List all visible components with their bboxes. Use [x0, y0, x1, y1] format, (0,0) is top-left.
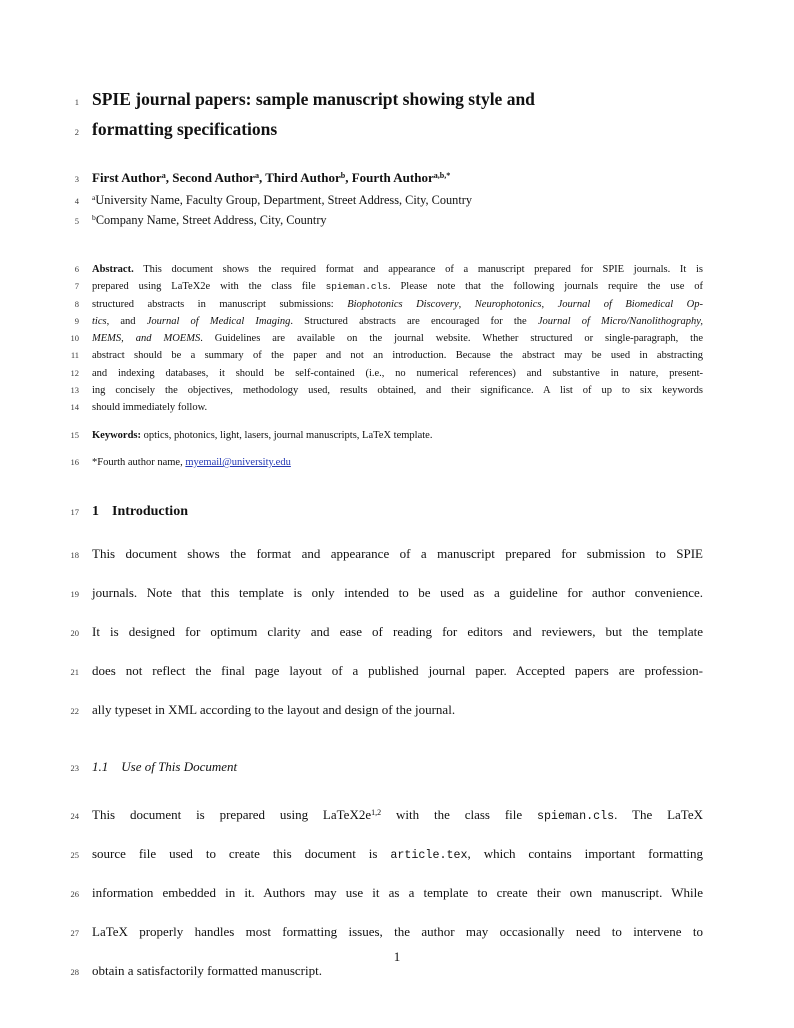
text-segment: and indexing databases, it should be self-contained (i.e., no numerical references) and substantive in nature, present- — [92, 367, 703, 379]
line-number: 12 — [70, 367, 79, 378]
email-link[interactable]: myemail@university.edu — [185, 456, 291, 468]
text-segment: Use of This Document — [121, 759, 238, 775]
manuscript-line — [59, 261, 703, 278]
text-segment: a — [161, 170, 166, 180]
manuscript-line — [59, 613, 703, 652]
manuscript-line — [59, 116, 703, 146]
text-segment: a — [92, 193, 96, 203]
line-number: 14 — [70, 402, 79, 413]
line-content — [92, 86, 703, 113]
manuscript-line — [59, 313, 703, 330]
manuscript-line — [59, 796, 703, 835]
manuscript-line — [59, 427, 703, 444]
text-segment: a,b,* — [433, 170, 451, 180]
text-segment: abstract should be a summary of the paper and not an introduction. Because the abstract may be used in abstracting — [92, 350, 703, 362]
text-segment: This document shows the format and appearance of a manuscript prepared for submission to SPIE — [92, 546, 703, 562]
text-segment: MEMS, and MOEMS — [92, 333, 201, 345]
text-segment: , Third Author — [258, 170, 341, 185]
line-number: 19 — [70, 589, 79, 600]
line-number: 5 — [74, 216, 79, 226]
manuscript-line — [59, 454, 703, 471]
text-segment: Journal of Micro/Nanolithography, — [537, 315, 704, 327]
block-title — [59, 86, 703, 146]
line-number: 11 — [70, 350, 79, 361]
manuscript-line — [59, 574, 703, 613]
line-number: 18 — [70, 550, 79, 561]
text-segment: spieman.cls — [537, 809, 615, 824]
line-content — [92, 262, 703, 278]
line-number: 22 — [70, 706, 79, 717]
line-content — [92, 574, 703, 611]
text-segment: spieman.cls — [325, 281, 388, 293]
line-content — [92, 400, 703, 416]
text-segment: Journal of Medical Imaging — [146, 315, 291, 327]
text-segment: 1,2 — [371, 808, 382, 818]
block-subsection-1-1-heading — [59, 756, 703, 779]
text-segment: This document is prepared using LaTeX2e — [92, 807, 372, 823]
line-content — [92, 874, 703, 911]
manuscript-line — [59, 691, 703, 730]
text-segment: formatting specifications — [92, 119, 278, 139]
line-number: 23 — [70, 763, 79, 774]
line-content — [92, 501, 703, 523]
line-content — [92, 383, 703, 399]
block-keywords — [59, 427, 703, 444]
manuscript-line — [59, 652, 703, 691]
line-number: 2 — [74, 127, 79, 137]
text-segment: , — [458, 298, 475, 310]
text-segment: . Please note that the following journals require the use of — [387, 281, 703, 293]
manuscript-line — [59, 191, 703, 211]
manuscript-line — [59, 399, 703, 416]
block-intro-paragraph — [59, 535, 703, 730]
text-segment: Neurophotonics — [474, 298, 542, 310]
line-number: 6 — [74, 264, 79, 274]
line-number: 1 — [74, 97, 79, 107]
line-content — [92, 835, 703, 874]
page-number: 1 — [393, 949, 401, 964]
manuscript-line — [59, 913, 703, 952]
manuscript-line — [59, 278, 703, 295]
text-segment: should immediately follow. — [92, 402, 208, 414]
manuscript-line — [59, 874, 703, 913]
line-number: 21 — [70, 667, 79, 678]
text-segment: LaTeX properly handles most formatting issues, the author may occasionally need to intervene to — [92, 924, 703, 940]
line-number: 15 — [70, 429, 79, 440]
line-content — [92, 652, 703, 689]
manuscript-line — [59, 756, 703, 779]
text-segment: Company Name, Street Address, City, Country — [95, 213, 327, 227]
line-number: 16 — [70, 456, 79, 467]
line-content — [92, 756, 703, 778]
block-corresponding-author — [59, 454, 703, 471]
text-segment: First Author — [92, 170, 162, 185]
line-number: 20 — [70, 628, 79, 639]
line-number: 24 — [70, 811, 79, 822]
line-content — [92, 331, 703, 347]
line-content — [92, 613, 703, 650]
text-segment: b — [92, 213, 96, 223]
text-segment: University Name, Faculty Group, Department, Street Address, City, Country — [95, 193, 472, 207]
manuscript-line — [59, 365, 703, 382]
manuscript-line — [59, 296, 703, 313]
manuscript-line — [59, 501, 703, 523]
document-body — [59, 86, 703, 991]
line-content — [92, 116, 703, 143]
line-number: 10 — [70, 333, 79, 344]
text-segment: tics — [92, 315, 107, 327]
block-authors — [59, 168, 703, 189]
text-segment: optics, photonics, light, lasers, journal manuscripts, LaTeX template. — [141, 429, 433, 441]
line-number: 9 — [74, 315, 79, 326]
text-segment: journals. Note that this template is only intended to be used as a guideline for author convenience. — [92, 585, 703, 601]
line-content — [92, 314, 703, 330]
text-segment: obtain a satisfactorily formatted manuscript. — [92, 963, 322, 979]
text-segment: SPIE journal papers: sample manuscript showing style and — [92, 89, 535, 109]
text-segment: . Guidelines are available on the journal website. Whether structured or single-paragraph, the — [200, 333, 703, 345]
manuscript-line — [59, 347, 703, 364]
text-segment: with the class file — [381, 807, 538, 823]
text-segment: information embedded in it. Authors may use it as a template to create their own manuscript. While — [92, 885, 703, 901]
line-content — [92, 191, 703, 211]
line-number: 8 — [74, 298, 79, 309]
text-segment: This document shows the required format and appearance of a manuscript prepared for SPIE journals. It is — [133, 264, 703, 275]
manuscript-line — [59, 535, 703, 574]
text-segment: . The LaTeX — [614, 807, 703, 823]
text-segment: 1.1 — [92, 759, 109, 775]
line-number: 25 — [70, 850, 79, 861]
line-content — [92, 691, 703, 728]
line-content — [92, 211, 703, 231]
block-affiliations — [59, 191, 703, 231]
line-content — [92, 913, 703, 950]
manuscript-line — [59, 835, 703, 874]
line-number: 27 — [70, 928, 79, 939]
line-content — [92, 535, 703, 572]
manuscript-line — [59, 382, 703, 399]
text-segment: Abstract. — [92, 264, 134, 275]
text-segment: , which contains important formatting — [467, 846, 703, 862]
text-segment: , Second Author — [165, 170, 255, 185]
block-abstract — [59, 261, 703, 417]
line-content — [92, 297, 703, 313]
text-segment: article.tex — [390, 848, 468, 863]
text-segment: 1 — [92, 504, 99, 520]
line-content — [92, 428, 703, 444]
line-content — [92, 348, 703, 364]
line-number: 7 — [74, 281, 79, 292]
line-content — [92, 455, 703, 471]
text-segment: Journal of Biomedical Op- — [557, 298, 704, 310]
text-segment: does not reflect the final page layout of a published journal paper. Accepted papers are profession- — [92, 663, 703, 679]
line-number: 26 — [70, 889, 79, 900]
text-segment: , — [541, 298, 558, 310]
text-segment: a — [254, 170, 259, 180]
manuscript-line — [59, 330, 703, 347]
manuscript-line — [59, 168, 703, 189]
line-number: 17 — [70, 507, 79, 518]
manuscript-line — [59, 211, 703, 231]
text-segment: b — [340, 170, 346, 180]
line-content — [92, 796, 703, 835]
line-content — [92, 168, 703, 189]
text-segment: Keywords: — [92, 429, 141, 441]
text-segment: Introduction — [112, 504, 188, 520]
page-footer — [0, 949, 794, 965]
line-number: 13 — [70, 385, 79, 396]
line-number: 28 — [70, 967, 79, 978]
text-segment: source file used to create this document is — [92, 846, 391, 862]
text-segment: , and — [106, 315, 147, 327]
manuscript-line — [59, 86, 703, 116]
text-segment: *Fourth author name, — [92, 456, 186, 468]
line-number: 4 — [74, 196, 79, 206]
text-segment: prepared using LaTeX2e with the class file — [92, 281, 326, 293]
text-segment: It is designed for optimum clarity and ease of reading for editors and reviewers, but the template — [92, 624, 703, 640]
text-segment: , Fourth Author — [345, 170, 434, 185]
line-number: 3 — [74, 174, 79, 184]
line-content — [92, 366, 703, 382]
line-content — [92, 279, 703, 295]
block-section-1-heading — [59, 501, 703, 523]
text-segment: ing concisely the objectives, methodology used, results obtained, and their significance. A list of up to six keywords — [92, 385, 703, 397]
text-segment: Biophotonics Discovery — [347, 298, 459, 310]
text-segment: ally typeset in XML according to the layout and design of the journal. — [92, 702, 456, 718]
text-segment: structured abstracts in manuscript submissions: — [92, 298, 348, 310]
text-segment: . Structured abstracts are encouraged for the — [290, 315, 538, 327]
